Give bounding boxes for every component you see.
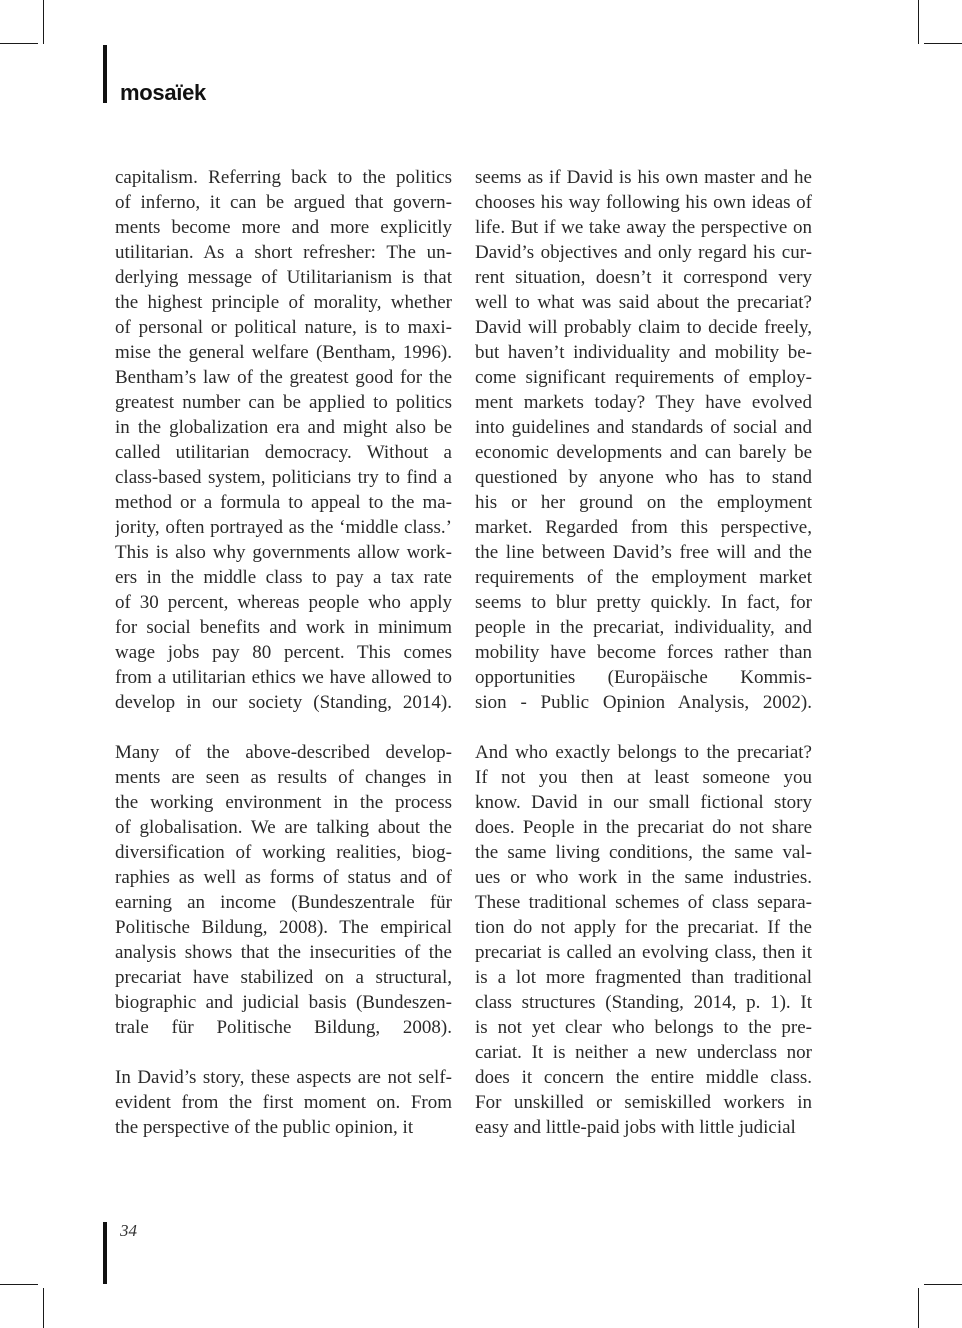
text-line: of globalisation. We are talking about the: [115, 817, 452, 838]
text-line: biographic and judicial basis (Bundeszen-: [115, 992, 452, 1013]
text-line: is not yet clear who belongs to the pre-: [475, 1017, 812, 1038]
text-line: know. David in our small fictional story: [475, 792, 812, 813]
text-line: Politische Bildung, 2008). The empirical: [115, 917, 452, 938]
text-line: David will probably claim to decide freely,: [475, 317, 812, 338]
text-line: into guidelines and standards of social and: [475, 417, 812, 438]
text-line: Many of the above-described develop-: [115, 742, 452, 763]
paragraph-gap: [115, 715, 452, 740]
text-line: the same living conditions, the same val-: [475, 842, 812, 863]
text-line: If not you then at least someone you: [475, 767, 812, 788]
text-line: is a lot more fragmented than traditional: [475, 967, 812, 988]
text-line: evident from the first moment on. From: [115, 1092, 452, 1113]
text-line: method or a formula to appeal to the ma-: [115, 492, 452, 513]
text-line: of inferno, it can be argued that govern-: [115, 192, 452, 213]
text-line: opportunities (Europäische Kommis-: [475, 667, 812, 688]
text-line: requirements of the employment market: [475, 567, 812, 588]
text-line: market. Regarded from this perspective,: [475, 517, 812, 538]
text-line: called utilitarian democracy. Without a: [115, 442, 452, 463]
text-line: life. But if we take away the perspective on: [475, 217, 812, 238]
text-line: raphies as well as forms of status and of: [115, 867, 452, 888]
text-line: of 30 percent, whereas people who apply: [115, 592, 452, 613]
paragraph-gap: [115, 1040, 452, 1065]
text-line: ment markets today? They have evolved: [475, 392, 812, 413]
text-line: Bentham’s law of the greatest good for the: [115, 367, 452, 388]
crop-mark: [924, 43, 962, 44]
text-line: For unskilled or semiskilled workers in: [475, 1092, 812, 1113]
text-line: jority, often portrayed as the ‘middle class.’: [115, 517, 452, 538]
text-line: tion do not apply for the precariat. If the: [475, 917, 812, 938]
text-line: the working environment in the process: [115, 792, 452, 813]
crop-mark: [43, 1288, 44, 1328]
text-line: seems to blur pretty quickly. In fact, for: [475, 592, 812, 613]
text-line: does it concern the entire middle class.: [475, 1067, 812, 1088]
text-line: This is also why governments allow work-: [115, 542, 452, 563]
text-line: his or her ground on the employment: [475, 492, 812, 513]
text-line: wage jobs pay 80 percent. This comes: [115, 642, 452, 663]
text-line: class-based system, politicians try to find a: [115, 467, 452, 488]
text-line: easy and little-paid jobs with little judicial: [475, 1117, 796, 1138]
text-line: does. People in the precariat do not share: [475, 817, 812, 838]
text-line: come significant requirements of employ-: [475, 367, 812, 388]
text-line: derlying message of Utilitarianism is that: [115, 267, 452, 288]
text-line: ments become more and more explicitly: [115, 217, 452, 238]
text-line: ues or who work in the same industries.: [475, 867, 812, 888]
text-line: for social benefits and work in minimum: [115, 617, 452, 638]
text-line: mise the general welfare (Bentham, 1996).: [115, 342, 452, 363]
crop-mark: [918, 1288, 919, 1328]
text-line: chooses his way following his own ideas of: [475, 192, 812, 213]
text-line: develop in our society (Standing, 2014).: [115, 692, 452, 713]
text-line: well to what was said about the precariat?: [475, 292, 812, 313]
text-line: analysis shows that the insecurities of the: [115, 942, 452, 963]
text-line: David’s objectives and only regard his cur-: [475, 242, 812, 263]
text-line: in the globalization era and might also be: [115, 417, 452, 438]
text-line: diversification of working realities, biog-: [115, 842, 452, 863]
text-line: from a utilitarian ethics we have allowed to: [115, 667, 452, 688]
text-line: And who exactly belongs to the precariat?: [475, 742, 812, 763]
crop-mark: [43, 0, 44, 44]
text-line: people in the precariat, individuality, and: [475, 617, 812, 638]
text-line: the perspective of the public opinion, it: [115, 1117, 414, 1138]
text-line: precariat is called an evolving class, then it: [475, 942, 812, 963]
text-line: economic developments and can barely be: [475, 442, 812, 463]
text-line: In David’s story, these aspects are not self-: [115, 1067, 452, 1088]
text-line: the highest principle of morality, whether: [115, 292, 452, 313]
footer-rule: [103, 1222, 107, 1284]
text-line: These traditional schemes of class separa-: [475, 892, 812, 913]
text-line: rent situation, doesn’t it correspond very: [475, 267, 812, 288]
text-line: cariat. It is neither a new underclass nor: [475, 1042, 812, 1063]
text-line: questioned by anyone who has to stand: [475, 467, 812, 488]
crop-mark: [918, 0, 919, 44]
text-line: but haven’t individuality and mobility be-: [475, 342, 812, 363]
left-text-column: [115, 165, 452, 1140]
crop-mark: [924, 1284, 962, 1285]
text-line: of personal or political nature, is to maxi-: [115, 317, 452, 338]
text-line: greatest number can be applied to politics: [115, 392, 452, 413]
text-line: precariat have stabilized on a structural,: [115, 967, 452, 988]
crop-mark: [0, 1284, 38, 1285]
text-line: earning an income (Bundeszentrale für: [115, 892, 452, 913]
text-line: class structures (Standing, 2014, p. 1). It: [475, 992, 812, 1013]
text-line: seems as if David is his own master and he: [475, 167, 812, 188]
text-line: ments are seen as results of changes in: [115, 767, 452, 788]
text-line: ers in the middle class to pay a tax rate: [115, 567, 452, 588]
text-line: the line between David’s free will and the: [475, 542, 812, 563]
text-line: sion - Public Opinion Analysis, 2002).: [475, 692, 812, 713]
text-line: utilitarian. As a short refresher: The un-: [115, 242, 452, 263]
page-number: 34: [120, 1221, 137, 1240]
journal-brand: mosaïek: [120, 80, 206, 105]
right-text-column: [475, 165, 812, 1140]
text-line: capitalism. Referring back to the politics: [115, 167, 452, 188]
paragraph-gap: [475, 715, 812, 740]
text-line: mobility have become forces rather than: [475, 642, 812, 663]
crop-mark: [0, 43, 38, 44]
header-rule: [103, 45, 107, 103]
text-line: trale für Politische Bildung, 2008).: [115, 1017, 452, 1038]
